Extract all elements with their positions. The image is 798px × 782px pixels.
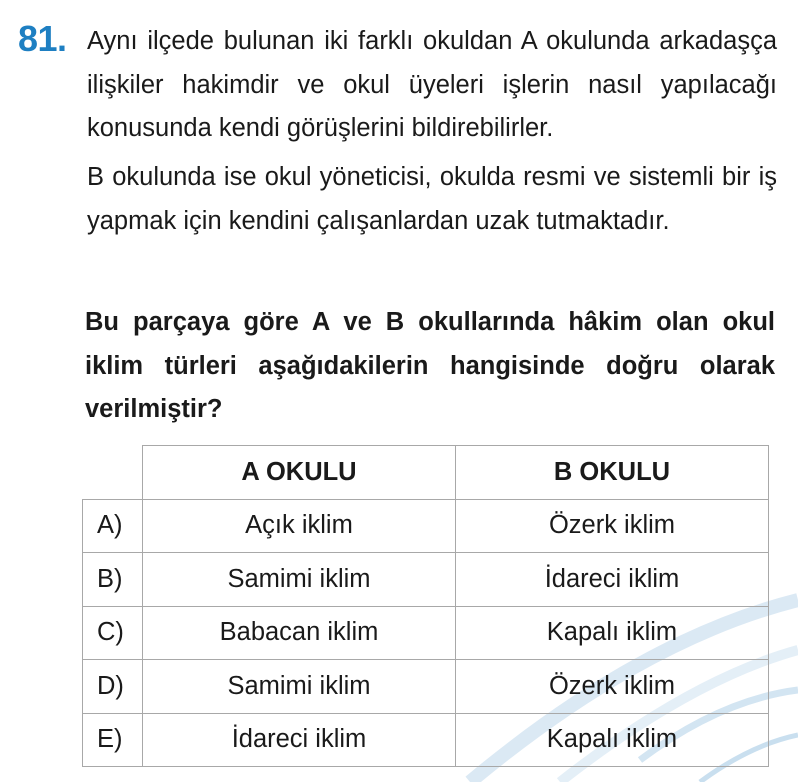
table-header-a: A OKULU xyxy=(143,446,456,500)
question-paragraph-2: B okulunda ise okul yöneticisi, okulda resmi ve sistemli bir iş yapmak için kendini çalışanlardan uzak tutmaktadır. xyxy=(87,163,777,235)
table-header-row xyxy=(83,446,769,500)
option-d-school-b: Özerk iklim xyxy=(456,660,769,714)
question-prompt: Bu parçaya göre A ve B okullarında hâkim olan okul iklim türleri aşağıdakilerin hangisinde doğru olarak verilmiştir? xyxy=(85,308,775,423)
option-c-school-b: Kapalı iklim xyxy=(456,606,769,660)
option-a-school-b: Özerk iklim xyxy=(456,499,769,553)
answer-option-b[interactable] xyxy=(83,553,769,607)
option-b-school-b: İdareci iklim xyxy=(456,553,769,607)
option-d-school-a: Samimi iklim xyxy=(143,660,456,714)
answer-table xyxy=(82,445,769,767)
question-paragraph-1: Aynı ilçede bulunan iki farklı okuldan A okulunda arkadaşça ilişkiler hakimdir ve okul üyeleri işlerin nasıl yapılacağı konusunda kendi görüşlerini bildirebilirler. xyxy=(87,27,777,142)
question-number: 81. xyxy=(18,18,67,59)
answer-option-d[interactable] xyxy=(83,660,769,714)
option-letter: D) xyxy=(83,660,143,714)
answer-option-a[interactable] xyxy=(83,499,769,553)
option-c-school-a: Babacan iklim xyxy=(143,606,456,660)
table-header-b: B OKULU xyxy=(456,446,769,500)
option-e-school-b: Kapalı iklim xyxy=(456,713,769,767)
option-letter: A) xyxy=(83,499,143,553)
option-a-school-a: Açık iklim xyxy=(143,499,456,553)
answer-option-e[interactable] xyxy=(83,713,769,767)
option-e-school-a: İdareci iklim xyxy=(143,713,456,767)
option-b-school-a: Samimi iklim xyxy=(143,553,456,607)
answer-option-c[interactable] xyxy=(83,606,769,660)
table-header-blank xyxy=(83,446,143,500)
option-letter: B) xyxy=(83,553,143,607)
option-letter: C) xyxy=(83,606,143,660)
option-letter: E) xyxy=(83,713,143,767)
